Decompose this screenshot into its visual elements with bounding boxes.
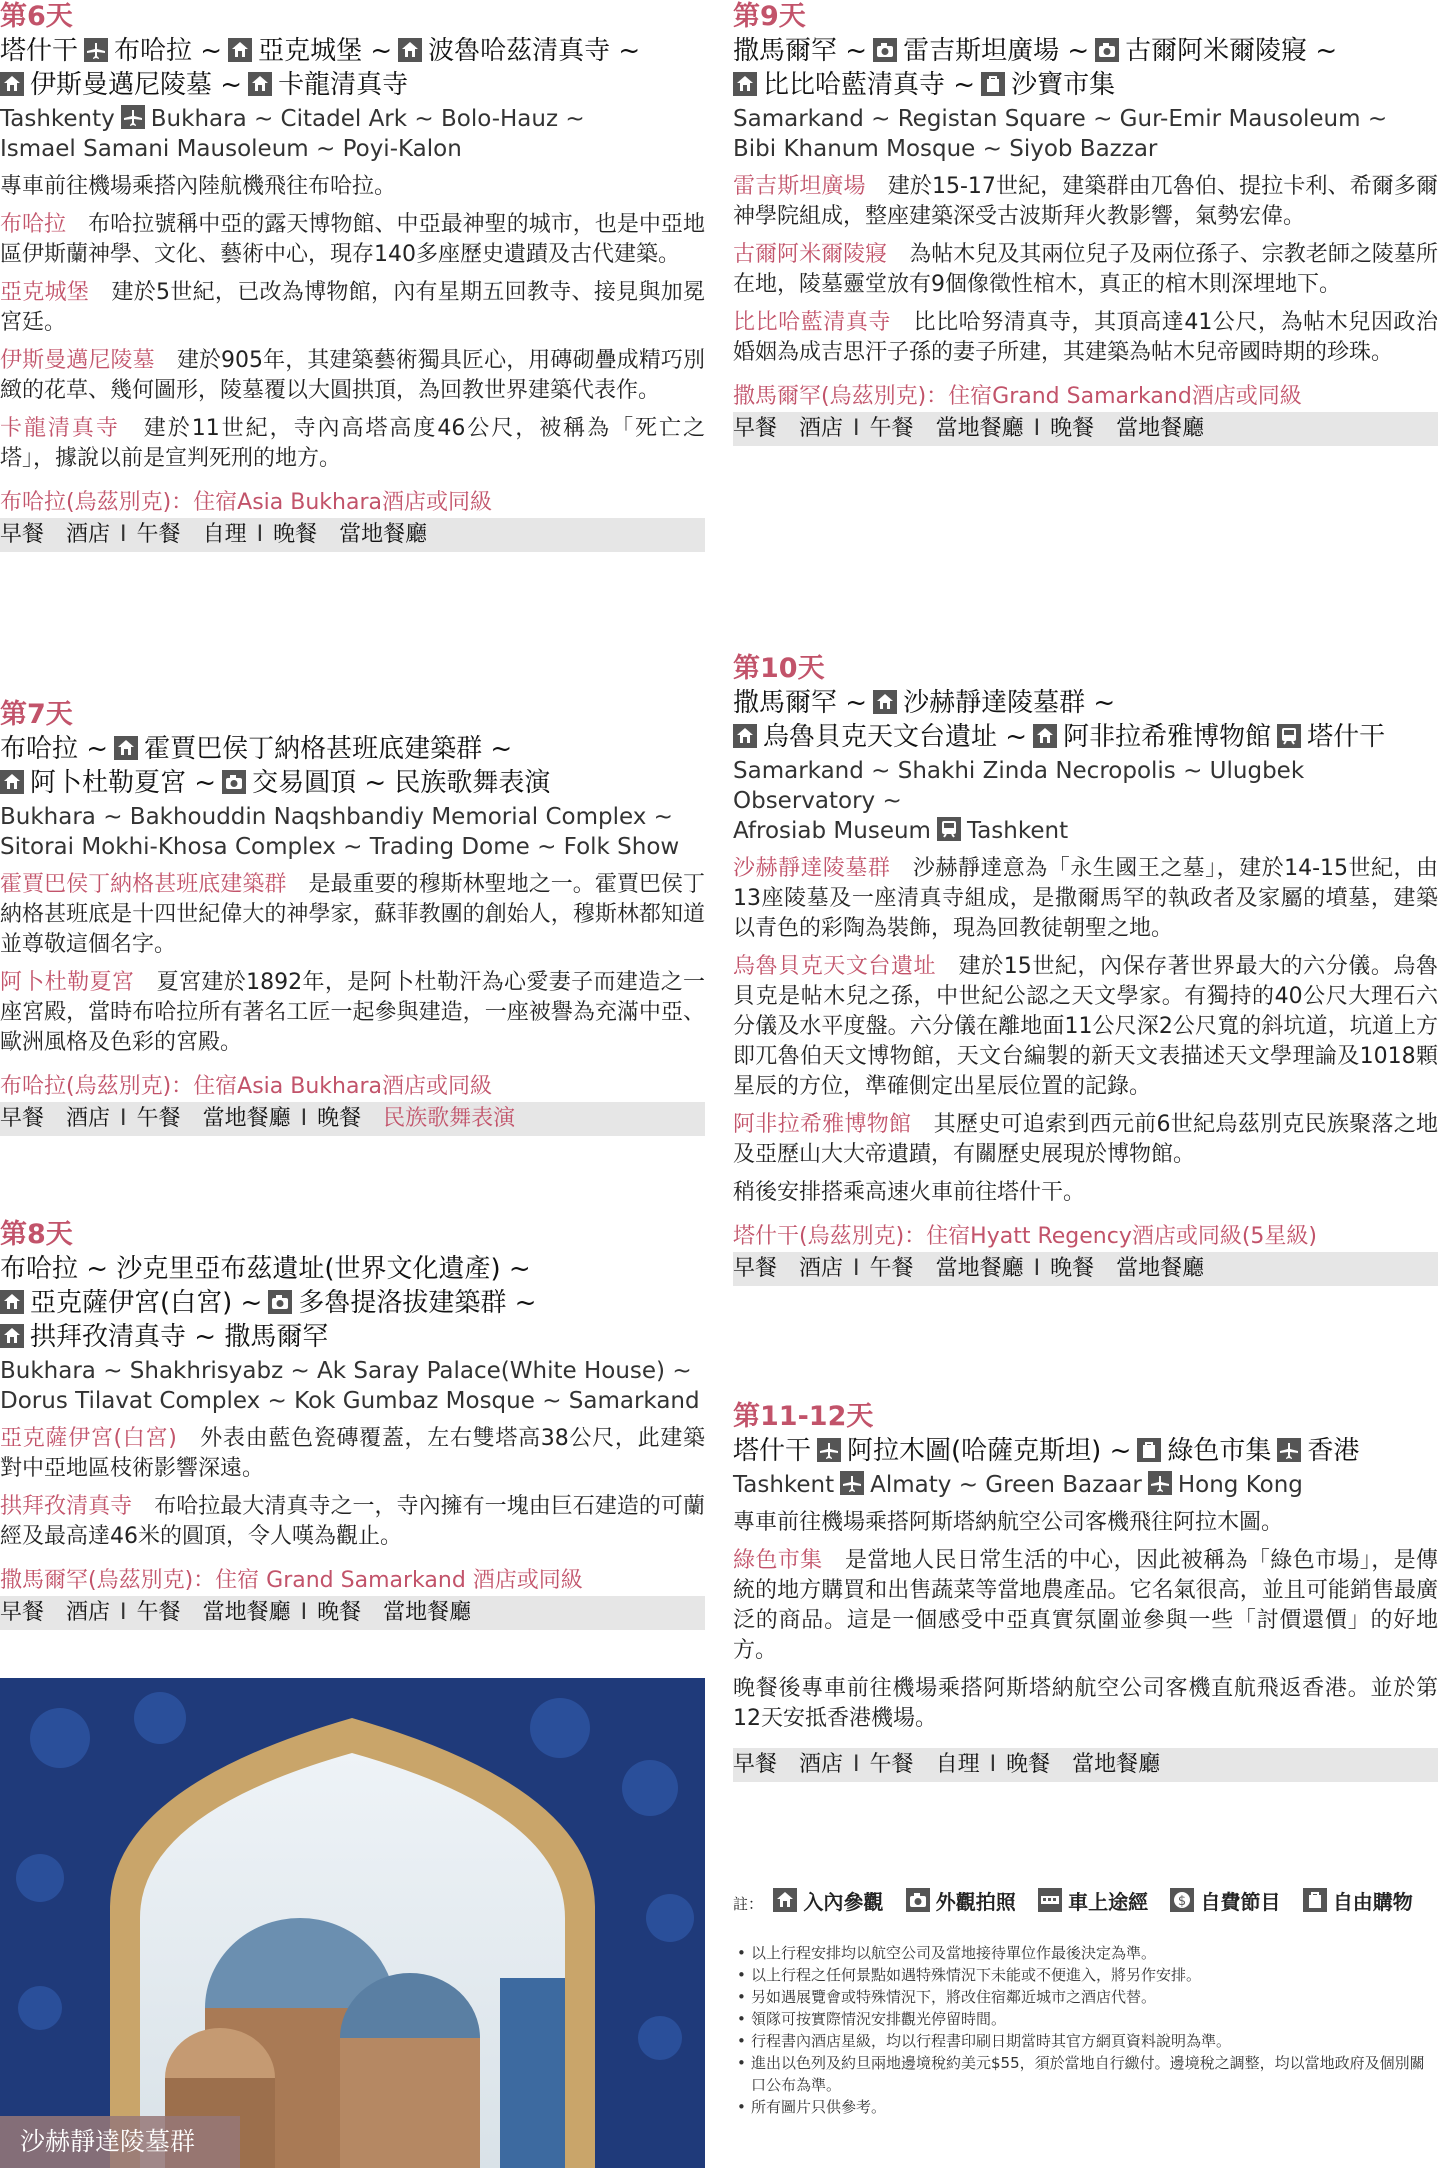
home-icon	[0, 1324, 24, 1348]
plane-icon	[121, 105, 145, 129]
day7-english-route: Bukhara ~ Bakhouddin Naqshbandiy Memorial Complex ~ Sitorai Mokhi-Khosa Complex ~ Trading Dome ~ Folk Show	[0, 804, 680, 860]
dollar-icon	[1170, 1888, 1194, 1912]
home-icon	[114, 736, 138, 760]
home-icon	[873, 690, 897, 714]
svg-text:$: $	[1178, 1894, 1187, 1909]
day9-para-2: 古爾阿米爾陵寢 為帖木兒及其兩位兒子及兩位孫子、宗教老師之陵墓所在地，陵墓靈堂放有9個像徵性棺木，真正的棺木則深埋地下。	[733, 242, 1438, 297]
train-icon	[1277, 724, 1301, 748]
day11-para-2: 綠色市集 是當地人民日常生活的中心，因此被稱為「綠色市場」，是傳統的地方購買和出售蔬菜等當地農產品。它名氣很高，並且可能銷售最廣泛的商品。這是一個感受中亞真實氛圍並參與一些「討價還價」的好地方。	[733, 1548, 1438, 1663]
day9-hotel: 撒馬爾罕(烏茲別克)：住宿Grand Samarkand酒店或同級	[733, 384, 1302, 409]
camera-icon	[268, 1290, 292, 1314]
day8-para-2: 拱拜孜清真寺 布哈拉最大清真寺之一，寺內擁有一塊由巨石建造的可蘭經及最高達46米的圓頂，令人嘆為觀止。	[0, 1494, 705, 1549]
day9-route: 撒馬爾罕 ~ 雷吉斯坦廣場 ~ 古爾阿米爾陵寢 ~ 比比哈藍清真寺 ~ 沙寶市集	[733, 36, 1338, 100]
day8-para-1: 亞克薩伊宮(白宮) 外表由藍色瓷磚覆蓋，左右雙塔高38公尺，此建築對中亞地區枝術影響深遠。	[0, 1426, 705, 1481]
train-icon	[937, 817, 961, 841]
mosque-arch-illustration	[0, 1678, 705, 2168]
note-item: • 行程書內酒店星級，均以行程書印刷日期當時其官方網頁資料說明為準。	[733, 2030, 1438, 2052]
day10-title: 第10天	[733, 653, 825, 684]
note-item: • 以上行程之任何景點如遇特殊情況下未能或不便進入，將另作安排。	[733, 1964, 1438, 1986]
home-icon	[248, 72, 272, 96]
note-item: • 所有圖片只供參考。	[733, 2096, 1438, 2118]
home-icon	[1033, 724, 1057, 748]
day6-meals: 早餐 酒店 I 午餐 自理 I 晚餐 當地餐廳	[0, 518, 705, 552]
day8-meals: 早餐 酒店 I 午餐 當地餐廳 I 晚餐 當地餐廳	[0, 1596, 705, 1630]
day11-meals: 早餐 酒店 I 午餐 自理 I 晚餐 當地餐廳	[733, 1748, 1438, 1782]
camera-icon	[873, 38, 897, 62]
day7-meals: 早餐 酒店 I 午餐 當地餐廳 I 晚餐 民族歌舞表演	[0, 1102, 705, 1136]
home-icon	[0, 72, 24, 96]
day11-para-1: 專車前往機場乘搭阿斯塔納航空公司客機飛往阿拉木圖。	[733, 1510, 1284, 1535]
note-item: • 進出以色列及約旦兩地邊境稅約美元$55，須於當地自行繳付。邊境稅之調整，均以當地政府及個別關口公布為準。	[733, 2052, 1438, 2096]
plane-icon	[1148, 1471, 1172, 1495]
day10-para-3: 阿非拉希雅博物館 其歷史可追索到西元前6世紀烏茲別克民族聚落之地及亞歷山大大帝遺蹟，有關歷史展現於博物館。	[733, 1112, 1438, 1167]
day11-section	[733, 1400, 1438, 1782]
day9-para-1: 雷吉斯坦廣場 建於15-17世紀，建築群由兀魯伯、提拉卡利、希爾多爾神學院組成，整座建築深受古波斯拜火教影響，氣勢宏偉。	[733, 174, 1438, 229]
home-icon	[398, 38, 422, 62]
day7-section	[0, 698, 705, 1136]
day10-english-route: Samarkand ~ Shakhi Zinda Necropolis ~ Ulugbek Observatory ~ Afrosiab Museum Tashkent	[733, 758, 1305, 844]
day7-para-1: 霍賈巴侯丁納格甚班底建築群 是最重要的穆斯林聖地之一。霍賈巴侯丁納格甚班底是十四世紀偉大的神學家，蘇菲教團的創始人，穆斯林都知道並尊敬這個名字。	[0, 872, 705, 957]
shopping-bag-icon	[1303, 1888, 1327, 1912]
day11-english-route: Tashkent Almaty ~ Green Bazaar Hong Kong	[733, 1472, 1303, 1498]
day6-para-5: 卡龍清真寺 建於11世紀，寺內高塔高度46公尺，被稱為「死亡之塔」，據說以前是宣判死刑的地方。	[0, 416, 705, 471]
day7-title: 第7天	[0, 699, 73, 730]
day6-para-4: 伊斯曼邁尼陵墓 建於905年，其建築藝術獨具匠心，用磚砌疊成精巧別緻的花草、幾何圖形，陵墓覆以大圓拱頂，為回教世界建築代表作。	[0, 348, 705, 403]
day6-para-1: 專車前往機場乘搭內陸航機飛往布哈拉。	[0, 174, 397, 199]
day8-route: 布哈拉 ~ 沙克里亞布茲遺址(世界文化遺產) ~ 亞克薩伊宮(白宮) ~ 多魯提洛拔建築群 ~ 拱拜孜清真寺 ~ 撒馬爾罕	[0, 1254, 537, 1352]
camera-icon	[222, 770, 246, 794]
day6-para-3: 亞克城堡 建於5世紀，已改為博物館，內有星期五回教寺、接見與加冕宮廷。	[0, 280, 705, 335]
day8-english-route: Bukhara ~ Shakhrisyabz ~ Ak Saray Palace(White House) ~ Dorus Tilavat Complex ~ Kok Gumbaz Mosque ~ Samarkand	[0, 1358, 700, 1414]
day9-english-route: Samarkand ~ Registan Square ~ Gur-Emir Mausoleum ~ Bibi Khanum Mosque ~ Siyob Bazzar	[733, 106, 1388, 162]
day6-hotel: 布哈拉(烏茲別克)：住宿Asia Bukhara酒店或同級	[0, 490, 492, 515]
day6-para-2: 布哈拉 布哈拉號稱中亞的露天博物館、中亞最神聖的城市，也是中亞地區伊斯蘭神學、文化、藝術中心，現存140多座歷史遺蹟及古代建築。	[0, 212, 705, 267]
day10-para-2: 烏魯貝克天文台遺址 建於15世紀，內保存著世界最大的六分儀。烏魯貝克是帖木兒之孫，中世紀公認之天文學家。有獨持的40公尺大理石六分儀及水平度盤。六分儀在離地面11公尺深2公尺寬的斜坑道，坑道上方即兀魯伯天文博物館，天文台編製的新天文表描述天文學理論及1018顆星辰的方位，準確側定出星辰位置的記錄。	[733, 954, 1438, 1099]
day6-english-route: Tashkenty Bukhara ~ Citadel Ark ~ Bolo-Hauz ~ Ismael Samani Mausoleum ~ Poyi-Kalon	[0, 106, 585, 162]
camera-icon	[906, 1888, 930, 1912]
day6-title: 第6天	[0, 1, 73, 32]
day8-title: 第8天	[0, 1219, 73, 1250]
day10-meals: 早餐 酒店 I 午餐 當地餐廳 I 晚餐 當地餐廳	[733, 1252, 1438, 1286]
plane-icon	[817, 1438, 841, 1462]
icon-legend: 註： 入內參觀 外觀拍照 車上途經 $ 自費節目 自由購物	[733, 1890, 1413, 1914]
day10-para-4: 稍後安排搭乘高速火車前往塔什干。	[733, 1180, 1086, 1205]
note-item: • 另如遇展覽會或特殊情況下，將改住宿鄰近城市之酒店代替。	[733, 1986, 1438, 2008]
camera-icon	[1095, 38, 1119, 62]
note-item: • 領隊可按實際情況安排觀光停留時間。	[733, 2008, 1438, 2030]
home-icon	[733, 724, 757, 748]
day9-meals: 早餐 酒店 I 午餐 當地餐廳 I 晚餐 當地餐廳	[733, 412, 1438, 446]
day10-section	[733, 652, 1438, 1286]
shopping-bag-icon	[1137, 1438, 1161, 1462]
day7-route: 布哈拉 ~ 霍賈巴侯丁納格甚班底建築群 ~ 阿卜杜勒夏宮 ~ 交易圓頂 ~ 民族歌舞表演	[0, 734, 551, 798]
home-icon	[228, 38, 252, 62]
home-icon	[733, 72, 757, 96]
plane-icon	[84, 38, 108, 62]
photo-caption: 沙赫靜達陵墓群	[0, 2116, 240, 2168]
day8-hotel: 撒馬爾罕(烏茲別克)：住宿 Grand Samarkand 酒店或同級	[0, 1568, 583, 1593]
day7-hotel: 布哈拉(烏茲別克)：住宿Asia Bukhara酒店或同級	[0, 1074, 492, 1099]
day9-section	[733, 0, 1438, 446]
bus-icon	[1038, 1888, 1062, 1912]
day11-title: 第11-12天	[733, 1401, 874, 1432]
day11-para-3: 晚餐後專車前往機場乘搭阿斯塔納航空公司客機直航飛返香港。並於第12天安抵香港機場。	[733, 1676, 1438, 1731]
home-icon	[773, 1888, 797, 1912]
home-icon	[0, 770, 24, 794]
day10-para-1: 沙赫靜達陵墓群 沙赫靜達意為「永生國王之墓」，建於14-15世紀，由13座陵墓及一座清真寺組成，是撒爾馬罕的執政者及家屬的墳墓，建築以青色的彩陶為裝飾，現為回教徒朝聖之地。	[733, 856, 1438, 941]
shakhi-zinda-photo	[0, 1678, 705, 2168]
note-item: • 以上行程安排均以航空公司及當地接待單位作最後決定為準。	[733, 1942, 1438, 1964]
day9-title: 第9天	[733, 1, 806, 32]
plane-icon	[1277, 1438, 1301, 1462]
day10-route: 撒馬爾罕 ~ 沙赫靜達陵墓群 ~ 烏魯貝克天文台遺址 ~ 阿非拉希雅博物館 塔什干	[733, 688, 1386, 752]
day11-route: 塔什干 阿拉木圖(哈薩克斯坦) ~ 綠色市集 香港	[733, 1436, 1360, 1466]
day10-hotel: 塔什干(烏茲別克)：住宿Hyatt Regency酒店或同級(5星級)	[733, 1224, 1318, 1249]
home-icon	[0, 1290, 24, 1314]
day6-section	[0, 0, 705, 552]
plane-icon	[840, 1471, 864, 1495]
day9-para-3: 比比哈藍清真寺 比比哈努清真寺，其頂高達41公尺，為帖木兒因政治婚姻為成吉思汗子孫的妻子所建，其建築為帖木兒帝國時期的珍珠。	[733, 310, 1438, 365]
shopping-bag-icon	[981, 72, 1005, 96]
day6-route: 塔什干 布哈拉 ~ 亞克城堡 ~ 波魯哈茲清真寺 ~ 伊斯曼邁尼陵墓 ~ 卡龍清真寺	[0, 36, 641, 100]
day7-para-2: 阿卜杜勒夏宮 夏宮建於1892年，是阿卜杜勒汗為心愛妻子而建造之一座宮殿，當時布哈拉所有著名工匠一起參與建造，一座被譽為充滿中亞、歐洲風格及色彩的宮殿。	[0, 970, 705, 1055]
day8-section	[0, 1218, 705, 1630]
notes-list	[733, 1942, 1438, 2118]
